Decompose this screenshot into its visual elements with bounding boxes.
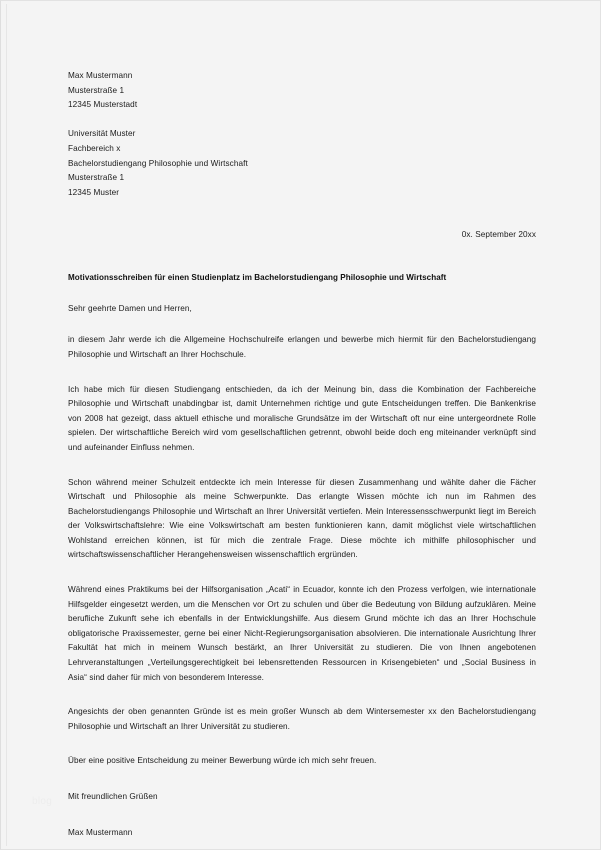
letter-content [68, 69, 536, 840]
sender-address-line: Max Mustermann [68, 71, 133, 80]
recipient-address-line: 12345 Muster [68, 187, 120, 197]
sender-address-line: 12345 Musterstadt [68, 100, 138, 110]
sender-address-block [68, 69, 536, 113]
page-watermark: blog [32, 796, 53, 807]
letter-date: 0x. September 20xx [461, 230, 536, 240]
letter-paragraph: Angesichts der oben genannten Gründe ist es mein großer Wunsch ab dem Wintersemester xx den Bachelorstudiengang Philosophie und Wirtschaft an Ihrer Universität zu studieren. [68, 707, 536, 731]
letter-signature: Max Mustermann [68, 827, 133, 837]
sender-address-line: Musterstraße 1 [68, 85, 125, 95]
letter-closing: Mit freundlichen Grüßen [68, 792, 158, 801]
letter-salutation: Sehr geehrte Damen und Herren, [68, 304, 192, 314]
address-spacer [68, 113, 536, 128]
letter-paragraph: Ich habe mich für diesen Studiengang entschieden, da ich der Meinung bin, dass die Kombination der Fachbereiche Philosophie und Wirtschaft unabdingbar ist, damit Unternehmen richtige und gute Entscheidungen treffen. Die Bankenkrise von 2008 hat gezeigt, dass aktuell ethische und moralische Grundsätze im der Wirtschaft oft nur eine untergeordnete Rolle spielen. Der wirtschaftliche Bereich wird vom gesellschaftlichen getrennt, obwohl beide doch eng miteinander verknüpft sind und aufeinander Einfluss nehmen. [68, 384, 536, 452]
letter-paragraph: Über eine positive Entscheidung zu meiner Bewerbung würde ich mich sehr freuen. [68, 756, 377, 766]
recipient-address-line: Musterstraße 1 [68, 173, 125, 183]
letter-subject: Motivationsschreiben für einen Studienplatz im Bachelorstudiengang Philosophie und Wirtschaft [68, 273, 447, 283]
recipient-address-line: Bachelorstudiengang Philosophie und Wirtschaft [68, 158, 248, 168]
recipient-address-block [68, 127, 536, 200]
recipient-address-line: Fachbereich x [68, 143, 121, 153]
recipient-address-line: Universität Muster [68, 129, 136, 139]
letter-paragraph: Schon während meiner Schulzeit entdeckte ich mein Interesse für diesen Zusammenhang und wählte daher die Fächer Wirtschaft und Philosophie als meine Schwerpunkte. Das erlangte Wissen möchte ich nun im Rahmen des Bachelorstudiengangs Philosophie und Wirtschaft an Ihrer Universität vertiefen. Mein Interessensschwerpunkt liegt im Bereich der Volkswirtschaftslehre: Wie eine Volkswirtschaft am besten funktionieren kann, damit möglichst viele wirtschaftlichen Wohlstand erreichen können, ist für mich die zentrale Frage. Diese möchte ich mithilfe philosophischer und wirtschaftswissenschaftlicher Herangehensweisen wissenschaftlich ergründen. [68, 477, 536, 560]
letter-paragraph: in diesem Jahr werde ich die Allgemeine Hochschulreife erlangen und bewerbe mich hiermit für den Bachelorstudiengang Philosophie und Wirtschaft an Ihrer Hochschule. [68, 335, 536, 359]
letter-paragraph: Während eines Praktikums bei der Hilfsorganisation „Acati“ in Ecuador, konnte ich den Prozess verfolgen, wie internationale Hilfsgelder eingesetzt werden, um die Menschen vor Ort zu schulen und über die Bedeutung von Bildung aufzuklären. Meine berufliche Zukunft sehe ich ebenfalls in der Entwicklungshilfe. Aus diesem Grund möchte ich das an Ihrer Hochschule obligatorische Praxissemester, gerne bei einer Nicht-Regierungsorganisation absolvieren. Die internationale Ausrichtung Ihrer Fakultät hat mich in meinem Wunsch bestärkt, an Ihrer Universität zu studieren. Die von Ihnen angebotenen Lehrveranstaltungen „Verteilungsgerechtigkeit bei lebensrettenden Ressourcen in Krisengebieten“ und „Social Business in Asia“ sind daher für mich von besonderem Interesse. [68, 585, 536, 682]
